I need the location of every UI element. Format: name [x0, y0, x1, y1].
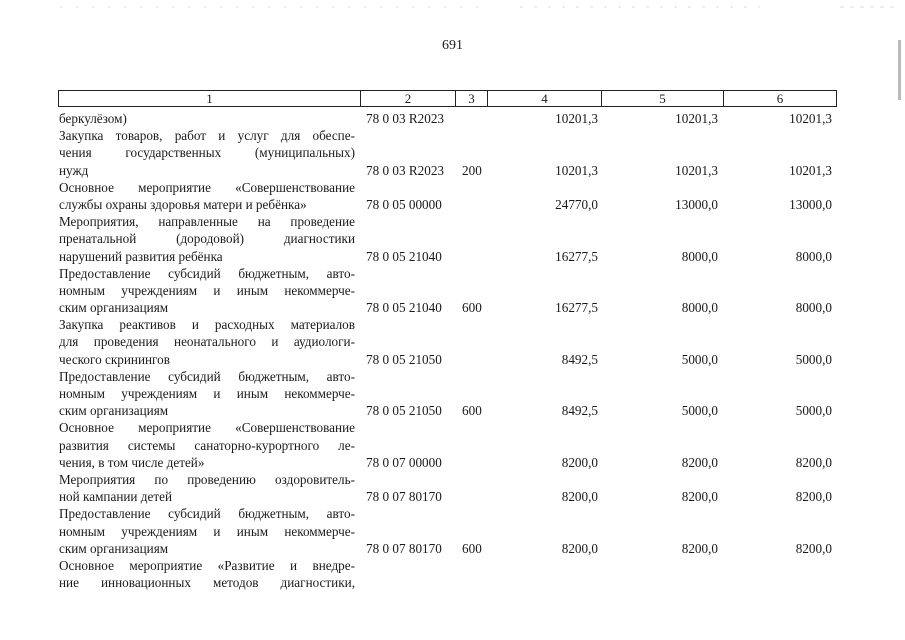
- row-code: 78 0 03 R2023: [366, 111, 445, 126]
- row-name-line: ческого скринингов: [59, 351, 170, 367]
- row-name: [59, 265, 355, 317]
- row-code: 78 0 05 21040: [366, 300, 442, 316]
- page-number: 691: [442, 38, 463, 53]
- row-value-year2: 5000,0: [681, 403, 718, 419]
- row-value-year3: 8000,0: [795, 248, 832, 264]
- table-row: [0, 110, 905, 127]
- row-name-line: ние инновационных методов диагностики,: [59, 575, 355, 591]
- row-code: 78 0 07 80170: [366, 540, 442, 556]
- row-name-line: Мероприятия по проведению оздоровитель-: [59, 471, 355, 487]
- row-vr: 600: [462, 403, 482, 419]
- scan-noise: [0, 2, 905, 12]
- row-name-line: для проведения неонатального и аудиологи-: [59, 334, 355, 350]
- row-value-year1: 16277,5: [555, 248, 598, 264]
- row-name: [59, 505, 355, 557]
- row-code: 78 0 05 00000: [366, 196, 442, 212]
- row-value-year3: 8200,0: [795, 540, 832, 556]
- row-value-year3: 5000,0: [795, 351, 832, 367]
- row-name: [59, 419, 355, 471]
- table-row: [0, 316, 905, 368]
- row-name: [59, 316, 355, 368]
- row-code: 78 0 05 21050: [366, 351, 442, 367]
- row-value-year1: 8492,5: [561, 403, 598, 419]
- table-header: [58, 90, 837, 107]
- table-row: [0, 471, 905, 505]
- row-value-year1: 24770,0: [555, 196, 598, 212]
- row-value-year3: 8000,0: [795, 300, 832, 316]
- row-name-line: чения, в том числе детей»: [59, 454, 205, 470]
- row-name: [59, 213, 355, 265]
- row-name: [59, 471, 355, 505]
- row-name-line: ским организациям: [59, 300, 169, 316]
- row-name-line: Предоставление субсидий бюджетным, авто-: [59, 506, 355, 522]
- row-vr: 600: [462, 300, 482, 316]
- row-name-line: ной кампании детей: [59, 489, 173, 505]
- row-name-line: Мероприятия, направленные на проведение: [59, 214, 355, 230]
- row-name-line: Основное мероприятие «Развитие и внедре-: [59, 557, 355, 573]
- table-row: [0, 419, 905, 471]
- row-value-year3: 10201,3: [789, 111, 832, 126]
- header-col-1: 1: [206, 91, 213, 106]
- header-col-2: 2: [360, 91, 455, 106]
- row-name-line: чения государственных (муниципальных): [59, 145, 355, 161]
- row-name-line: службы охраны здоровья матери и ребёнка»: [59, 196, 307, 212]
- row-value-year2: 8200,0: [681, 489, 718, 505]
- row-code: 78 0 05 21050: [366, 403, 442, 419]
- row-name-line: ским организациям: [59, 403, 169, 419]
- row-value-year3: 13000,0: [789, 196, 832, 212]
- row-value-year2: 10201,3: [675, 111, 718, 126]
- row-value-year2: 13000,0: [675, 196, 718, 212]
- table-row: [0, 368, 905, 420]
- row-name: [59, 110, 355, 127]
- row-name-line: пренатальной (дородовой) диагностики: [59, 231, 355, 247]
- row-value-year3: 5000,0: [795, 403, 832, 419]
- row-value-year3: 8200,0: [795, 489, 832, 505]
- header-col-3: 3: [455, 91, 487, 106]
- row-name-line: Основное мероприятие «Совершенствование: [59, 420, 355, 436]
- row-code: 78 0 07 80170: [366, 489, 442, 505]
- table-row: [0, 557, 905, 591]
- table-row: [0, 505, 905, 557]
- row-code: 78 0 07 00000: [366, 454, 442, 470]
- row-name-line: нарушений развития ребёнка: [59, 248, 223, 264]
- row-name-line: Основное мероприятие «Совершенствование: [59, 179, 355, 195]
- header-col-5: 5: [601, 91, 723, 106]
- row-name-line: Закупка реактивов и расходных материалов: [59, 317, 355, 333]
- row-value-year1: 8200,0: [561, 489, 598, 505]
- row-name-line: Закупка товаров, работ и услуг для обеспе-: [59, 128, 355, 144]
- row-name: [59, 179, 355, 213]
- table-row: [0, 213, 905, 265]
- table-row: [0, 265, 905, 317]
- row-value-year2: 8200,0: [681, 454, 718, 470]
- table-row: [0, 127, 905, 179]
- row-code: 78 0 05 21040: [366, 248, 442, 264]
- row-value-year2: 10201,3: [675, 162, 718, 178]
- row-value-year1: 8200,0: [561, 540, 598, 556]
- row-value-year1: 8492,5: [561, 351, 598, 367]
- row-name-line: номным учреждениям и иным некоммерче-: [59, 386, 355, 401]
- row-value-year1: 10201,3: [555, 162, 598, 178]
- row-value-year1: 8200,0: [561, 454, 598, 470]
- row-name-line: номным учреждениям и иным некоммерче-: [59, 282, 355, 298]
- row-value-year2: 8000,0: [681, 248, 718, 264]
- row-name: [59, 557, 355, 591]
- row-name-line: номным учреждениям и иным некоммерче-: [59, 523, 355, 539]
- row-vr: 600: [462, 540, 482, 556]
- row-value-year3: 8200,0: [795, 454, 832, 470]
- header-col-6: 6: [723, 91, 836, 106]
- row-name-line: развития системы санаторно-курортного ле-: [59, 437, 355, 453]
- row-value-year2: 8000,0: [681, 300, 718, 316]
- row-value-year1: 16277,5: [555, 300, 598, 316]
- row-code: 78 0 03 R2023: [366, 162, 445, 178]
- row-name-line: ским организациям: [59, 540, 169, 556]
- row-value-year3: 10201,3: [789, 162, 832, 178]
- row-name: [59, 127, 355, 179]
- row-name-line: Предоставление субсидий бюджетным, авто-: [59, 368, 355, 384]
- table-row: [0, 179, 905, 213]
- row-value-year2: 5000,0: [681, 351, 718, 367]
- row-name-line: нужд: [59, 162, 89, 178]
- table-body: [0, 110, 905, 591]
- row-name-line: Предоставление субсидий бюджетным, авто-: [59, 265, 355, 281]
- row-name-line: беркулёзом): [59, 111, 127, 126]
- row-value-year1: 10201,3: [555, 111, 598, 126]
- header-col-4: 4: [487, 91, 601, 106]
- row-vr: 200: [462, 162, 482, 178]
- row-value-year2: 8200,0: [681, 540, 718, 556]
- row-name: [59, 368, 355, 420]
